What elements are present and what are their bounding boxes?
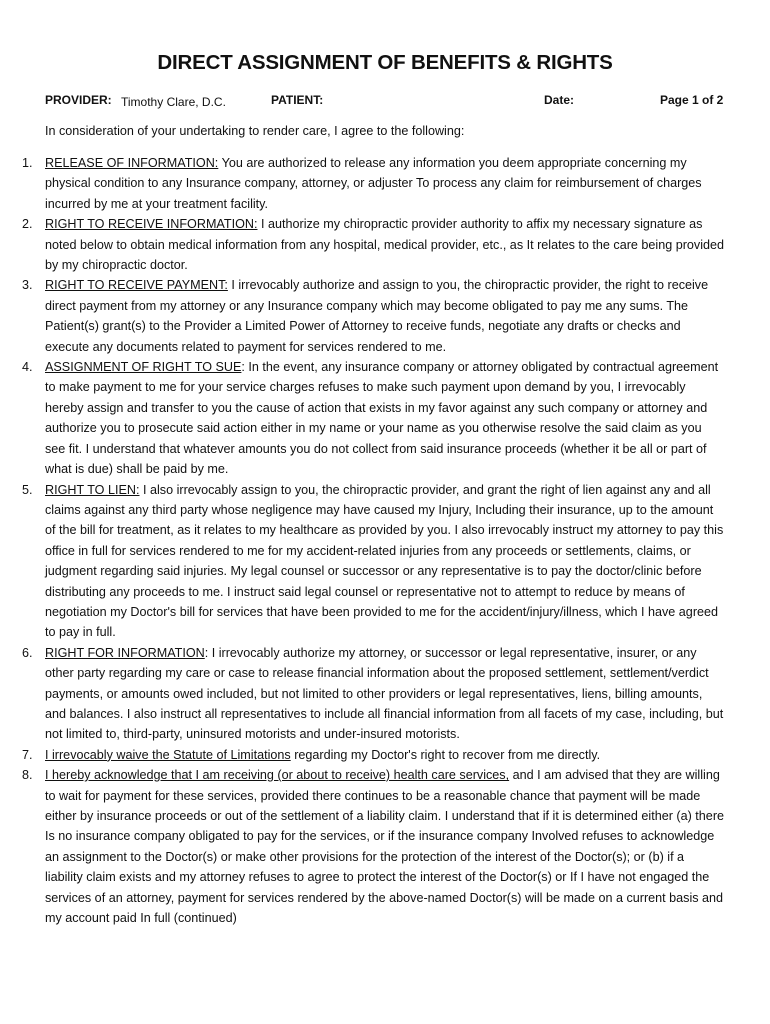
item-number: 8. [22, 768, 33, 783]
item-text: You are authorized to release any information you deem appropriate concerning my physical condition to any Insurance company, attorney, or adjuster To process any claim for reimbursement of charges incurred by me at your treatment facility. [45, 156, 702, 211]
item-heading: I hereby acknowledge that I am receiving (or about to receive) health care services, [45, 768, 510, 783]
item-heading: ASSIGNMENT OF RIGHT TO SUE [45, 360, 242, 375]
item-text: I also irrevocably assign to you, the chiropractic provider, and grant the right of lien against any and all claims against any third party whose negligence may have caused my Injury, Including their insurance, up to the amount of the bill for treatment, as it relates to my healthcare as provided by you. I also irrevocably instruct my attorney to pay this office in full for services rendered to me for my accident-related injuries from any proceeds or settlements, claims, or judgment regarding said injuries. My legal counsel or successor or any representative is to pay the doctor/clinic before distributing any proceeds to me. I instruct said legal counsel or representative not to attempt to reduce by means of negotiation my Doctor's bill for services that have been provided to me for the accident/injury/illness, which I have agreed to pay in full. [45, 482, 724, 640]
item-heading: I irrevocably waive the Statute of Limitations [45, 747, 291, 762]
list-item [0, 745, 725, 765]
item-heading: RIGHT TO RECEIVE PAYMENT: [45, 278, 228, 293]
item-text: regarding my Doctor's right to recover from me directly. [290, 747, 601, 762]
list-item [0, 214, 725, 275]
item-number: 6. [22, 645, 33, 660]
item-number: 5. [22, 482, 33, 497]
item-text: : In the event, any insurance company or attorney obligated by contractual agreement to make payment to me for your service charges refuses to make such payment upon demand by you, I irrevocably hereby assign and transfer to you the cause of action that exists in my favor against any such company or attorney and authorize you to prosecute said action either in my name or your name as you otherwise resolve the said claim as you see fit. I understand that whatever amounts you do not collect from said insurance proceeds (whether it be all or part of what is due) shall be paid by me. [45, 360, 719, 477]
provider-value: Timothy Clare, D.C. [121, 95, 226, 109]
item-number: 3. [22, 278, 33, 293]
page-number: Page 1 of 2 [660, 93, 724, 107]
provider-label: PROVIDER: [45, 93, 112, 107]
list-item [0, 357, 725, 479]
item-heading: RIGHT TO LIEN: [45, 482, 140, 497]
item-number: 7. [22, 747, 33, 762]
patient-label: PATIENT: [271, 93, 324, 107]
item-number: 1. [22, 156, 33, 170]
item-text: : I irrevocably authorize my attorney, or successor or legal representative, insurer, or any other party regarding my care or case to release financial information about the proposed settlement, settlement/verdict payments, or amounts owed included, but not limited to other providers or legal representatives, liens, billing amounts, and balances. I also instruct all representatives to include all financial information from all facets of my case, including, but not limited to, third-party, uninsured motorists and under-insured motorists. [45, 645, 724, 742]
intro-text: In consideration of your undertaking to render care, I agree to the following: [45, 124, 465, 138]
list-item [0, 275, 725, 357]
item-text: I irrevocably authorize and assign to you, the chiropractic provider, the right to receive direct payment from my attorney or any Insurance company which may become obligated to pay me any sums. The Patient(s) grant(s) to the Provider a Limited Power of Attorney to receive funds, negotiate any drafts or checks and execute any documents related to payment for services rendered to me. [45, 278, 709, 354]
terms-list [0, 153, 770, 928]
item-number: 2. [22, 217, 33, 232]
document-title: DIRECT ASSIGNMENT OF BENEFITS & RIGHTS [157, 51, 613, 74]
list-item [0, 480, 725, 643]
item-heading: RIGHT TO RECEIVE INFORMATION: [45, 217, 258, 232]
item-text: I authorize my chiropractic provider authority to affix my necessary signature as noted below to obtain medical information from any hospital, medical provider, etc., as It relates to the care being provided by my chiropractic doctor. [45, 217, 725, 273]
item-heading: RIGHT FOR INFORMATION [45, 645, 205, 660]
list-item [0, 643, 725, 745]
list-item [0, 765, 725, 928]
item-number: 4. [22, 360, 33, 375]
date-label: Date: [544, 93, 575, 107]
item-heading: RELEASE OF INFORMATION: [45, 156, 219, 170]
list-item [0, 153, 725, 214]
item-text: and I am advised that they are willing to wait for payment for these services, provided there continues to be a reasonable chance that payment will be made either by insurance proceeds or out of the settlement of a liability claim. I understand that if it is determined either (a) there Is no insurance company obligated to pay for the services, or if the insurance company Involved refuses to acknowledge an assignment to the Doctor(s) or make other provisions for the protection of the interest of the Doctor(s); or (b) if a liability claim exists and my attorney refuses to agree to protect the interest of the Doctor(s) or If I have not engaged the services of an attorney, payment for services rendered by the above-named Doctor(s) will be made on a current basis and my account paid In full (continued) [45, 768, 725, 926]
